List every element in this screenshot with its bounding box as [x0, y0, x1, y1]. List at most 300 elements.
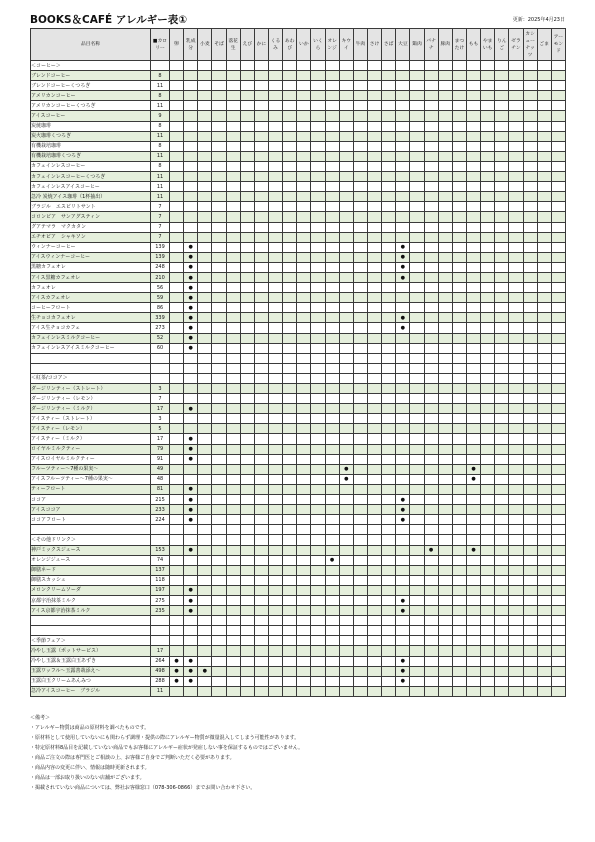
allergen-cell [509, 424, 523, 434]
allergen-cell [367, 182, 381, 192]
empty-cell [481, 525, 495, 535]
allergen-cell [523, 91, 537, 101]
allergen-mark: ● [339, 474, 353, 484]
allergen-cell [438, 656, 452, 666]
allergen-cell [226, 686, 240, 696]
allergen-cell [509, 595, 523, 605]
allergen-cell [212, 565, 226, 575]
note-line: ・アレルギー物質は商品の原材料を調べたものです。 [30, 725, 150, 731]
allergen-cell [452, 212, 466, 222]
allergen-cell [466, 444, 480, 454]
allergen-cell [523, 151, 537, 161]
allergen-cell [367, 545, 381, 555]
empty-cell [254, 616, 268, 626]
table-row [31, 666, 566, 676]
empty-cell [151, 626, 170, 636]
allergen-cell [481, 141, 495, 151]
allergen-cell [481, 222, 495, 232]
allergen-cell [523, 454, 537, 464]
allergen-cell [198, 606, 212, 616]
allergen-cell [481, 131, 495, 141]
section-header-row [31, 61, 566, 71]
allergen-cell [495, 575, 509, 585]
empty-cell [151, 363, 170, 373]
allergen-cell [551, 222, 565, 232]
allergen-cell [170, 585, 184, 595]
allergen-cell [240, 394, 254, 404]
allergen-cell [495, 262, 509, 272]
empty-cell [212, 363, 226, 373]
allergen-cell [226, 222, 240, 232]
allergen-cell [382, 565, 396, 575]
allergen-mark: ● [170, 676, 184, 686]
allergen-cell [410, 434, 424, 444]
allergen-cell [353, 505, 367, 515]
item-name: 玉露ワッフル～玉露善哉添え～ [31, 666, 151, 676]
item-kcal: 210 [151, 272, 170, 282]
allergen-cell [254, 141, 268, 151]
allergen-cell [212, 444, 226, 454]
allergen-cell [523, 495, 537, 505]
allergen-cell [551, 141, 565, 151]
allergen-cell [254, 545, 268, 555]
empty-cell [452, 61, 466, 71]
table-row [31, 545, 566, 555]
section-title: ＜紅茶/ココア＞ [31, 373, 151, 383]
allergen-mark: ● [184, 303, 198, 313]
table-row [31, 444, 566, 454]
empty-cell [382, 525, 396, 535]
item-name: ウィンナーコーヒー [31, 242, 151, 252]
allergen-cell [438, 232, 452, 242]
empty-cell [339, 61, 353, 71]
allergen-cell [367, 676, 381, 686]
allergen-cell [339, 222, 353, 232]
allergen-cell [466, 71, 480, 81]
allergen-cell [268, 141, 282, 151]
allergen-cell [495, 384, 509, 394]
allergen-cell [438, 202, 452, 212]
column-header-allergen: カシューナッツ [523, 29, 537, 61]
allergen-cell [452, 676, 466, 686]
allergen-cell [537, 91, 551, 101]
allergen-cell [311, 555, 325, 565]
table-row [31, 424, 566, 434]
allergen-cell [537, 192, 551, 202]
allergen-cell [240, 242, 254, 252]
empty-cell [466, 636, 480, 646]
empty-cell [367, 61, 381, 71]
allergen-cell [438, 646, 452, 656]
allergen-cell [268, 474, 282, 484]
allergen-cell [452, 313, 466, 323]
allergen-cell [481, 71, 495, 81]
allergen-cell [495, 172, 509, 182]
empty-cell [353, 535, 367, 545]
allergen-cell [438, 81, 452, 91]
table-row [31, 192, 566, 202]
allergen-cell [367, 252, 381, 262]
empty-cell [537, 373, 551, 383]
allergen-cell [353, 495, 367, 505]
allergen-mark: ● [184, 656, 198, 666]
allergen-cell [481, 414, 495, 424]
allergen-mark: ● [184, 313, 198, 323]
allergen-cell [240, 313, 254, 323]
allergen-cell [311, 101, 325, 111]
allergen-cell [240, 414, 254, 424]
allergen-cell [481, 333, 495, 343]
allergen-cell [311, 545, 325, 555]
allergen-cell [438, 172, 452, 182]
allergen-cell [212, 232, 226, 242]
allergen-cell [382, 161, 396, 171]
allergen-cell [466, 141, 480, 151]
empty-cell [170, 353, 184, 363]
allergen-cell [170, 686, 184, 696]
allergen-cell [325, 484, 339, 494]
allergen-cell [438, 212, 452, 222]
empty-cell [297, 626, 311, 636]
allergen-cell [438, 192, 452, 202]
allergen-cell [551, 495, 565, 505]
table-row [31, 131, 566, 141]
allergen-cell [509, 404, 523, 414]
allergen-cell [537, 242, 551, 252]
allergen-cell [438, 585, 452, 595]
allergen-cell [254, 161, 268, 171]
allergen-cell [254, 252, 268, 262]
empty-cell [509, 373, 523, 383]
allergen-cell [495, 666, 509, 676]
allergen-cell [452, 454, 466, 464]
allergen-cell [268, 343, 282, 353]
column-header-allergen: もも [466, 29, 480, 61]
allergen-cell [254, 172, 268, 182]
allergen-cell [424, 212, 438, 222]
allergen-cell [466, 414, 480, 424]
allergen-cell [339, 595, 353, 605]
allergen-cell [353, 646, 367, 656]
allergen-cell [424, 333, 438, 343]
allergen-cell [396, 545, 410, 555]
allergen-cell [268, 161, 282, 171]
allergen-cell [382, 323, 396, 333]
empty-cell [151, 373, 170, 383]
allergen-cell [198, 141, 212, 151]
column-header-kcal: ■カロリー [151, 29, 170, 61]
allergen-cell [240, 303, 254, 313]
allergen-cell [509, 656, 523, 666]
empty-cell [509, 535, 523, 545]
allergen-cell [396, 131, 410, 141]
empty-cell [495, 525, 509, 535]
allergen-cell [367, 646, 381, 656]
allergen-cell [311, 262, 325, 272]
allergen-cell [481, 434, 495, 444]
allergen-cell [367, 656, 381, 666]
allergen-cell [509, 333, 523, 343]
allergen-cell [452, 131, 466, 141]
allergen-cell [438, 595, 452, 605]
allergen-mark: ● [396, 656, 410, 666]
allergen-cell [410, 656, 424, 666]
allergen-cell [410, 474, 424, 484]
allergen-cell [495, 222, 509, 232]
allergen-cell [509, 101, 523, 111]
allergen-cell [452, 484, 466, 494]
allergen-cell [184, 101, 198, 111]
empty-cell [466, 61, 480, 71]
allergen-cell [410, 232, 424, 242]
empty-cell [339, 626, 353, 636]
allergen-cell [184, 161, 198, 171]
allergen-cell [537, 101, 551, 111]
item-name: カフェインレスミルクコーヒー [31, 333, 151, 343]
empty-cell [551, 363, 565, 373]
allergen-cell [268, 71, 282, 81]
allergen-cell [226, 585, 240, 595]
item-kcal: 81 [151, 484, 170, 494]
allergen-cell [283, 646, 297, 656]
allergen-cell [495, 182, 509, 192]
item-kcal: 233 [151, 505, 170, 515]
allergen-cell [297, 293, 311, 303]
allergen-cell [495, 676, 509, 686]
allergen-cell [283, 444, 297, 454]
allergen-cell [283, 464, 297, 474]
empty-cell [495, 636, 509, 646]
allergen-cell [495, 343, 509, 353]
allergen-cell [212, 111, 226, 121]
allergen-cell [382, 646, 396, 656]
empty-cell [268, 61, 282, 71]
allergen-cell [551, 394, 565, 404]
allergen-cell [325, 676, 339, 686]
allergen-cell [424, 424, 438, 434]
allergen-cell [297, 434, 311, 444]
allergen-cell [297, 333, 311, 343]
allergen-cell [240, 545, 254, 555]
allergen-cell [268, 404, 282, 414]
empty-cell [170, 363, 184, 373]
allergen-cell [537, 232, 551, 242]
allergen-cell [509, 606, 523, 616]
allergen-cell [198, 121, 212, 131]
allergen-cell [297, 515, 311, 525]
allergen-cell [452, 172, 466, 182]
allergen-cell [466, 424, 480, 434]
allergen-cell [481, 565, 495, 575]
allergen-cell [509, 414, 523, 424]
allergen-cell [311, 222, 325, 232]
empty-cell [297, 535, 311, 545]
allergen-cell [523, 81, 537, 91]
item-name: アメリカンコーヒーくつろぎ [31, 101, 151, 111]
allergen-cell [283, 202, 297, 212]
notes-heading: ＜備考＞ [30, 715, 51, 721]
allergen-cell [325, 646, 339, 656]
empty-cell [297, 363, 311, 373]
allergen-cell [311, 212, 325, 222]
allergen-cell [268, 293, 282, 303]
allergen-cell [382, 545, 396, 555]
allergen-cell [410, 464, 424, 474]
allergen-cell [367, 262, 381, 272]
empty-cell [254, 373, 268, 383]
empty-cell [396, 626, 410, 636]
allergen-cell [424, 585, 438, 595]
allergen-cell [240, 101, 254, 111]
column-header-allergen: りんご [495, 29, 509, 61]
allergen-cell [523, 515, 537, 525]
allergen-cell [268, 454, 282, 464]
allergen-cell [382, 515, 396, 525]
allergen-cell [170, 515, 184, 525]
allergen-cell [551, 91, 565, 101]
allergen-cell [311, 394, 325, 404]
item-kcal: 11 [151, 151, 170, 161]
allergen-cell [198, 81, 212, 91]
allergen-cell [396, 404, 410, 414]
item-kcal: 11 [151, 81, 170, 91]
empty-cell [396, 535, 410, 545]
allergen-cell [551, 343, 565, 353]
allergen-cell [523, 656, 537, 666]
table-row [31, 454, 566, 464]
allergen-cell [396, 474, 410, 484]
allergen-cell [396, 686, 410, 696]
allergen-cell [410, 293, 424, 303]
allergen-cell [495, 323, 509, 333]
table-row [31, 323, 566, 333]
allergen-cell [551, 666, 565, 676]
allergen-cell [339, 676, 353, 686]
allergen-cell [452, 161, 466, 171]
allergen-cell [311, 384, 325, 394]
allergen-cell [551, 121, 565, 131]
allergen-cell [268, 121, 282, 131]
allergen-cell [382, 505, 396, 515]
empty-cell [367, 525, 381, 535]
allergen-cell [509, 646, 523, 656]
allergen-cell [424, 464, 438, 474]
allergen-cell [240, 81, 254, 91]
allergen-cell [339, 161, 353, 171]
allergen-cell [396, 161, 410, 171]
allergen-cell [339, 303, 353, 313]
allergen-cell [311, 232, 325, 242]
allergen-cell [283, 252, 297, 262]
allergen-cell [325, 424, 339, 434]
allergen-cell [523, 606, 537, 616]
empty-cell [551, 616, 565, 626]
allergen-cell [523, 444, 537, 454]
allergen-cell [198, 333, 212, 343]
allergen-cell [283, 161, 297, 171]
allergen-cell [537, 555, 551, 565]
table-row [31, 343, 566, 353]
allergen-cell [509, 111, 523, 121]
allergen-cell [268, 555, 282, 565]
empty-cell [495, 373, 509, 383]
allergen-cell [170, 474, 184, 484]
empty-cell [311, 636, 325, 646]
allergen-cell [424, 242, 438, 252]
allergen-cell [452, 323, 466, 333]
allergen-cell [410, 454, 424, 464]
item-kcal: 9 [151, 111, 170, 121]
allergen-cell [198, 252, 212, 262]
empty-cell [466, 535, 480, 545]
table-row [31, 283, 566, 293]
allergen-cell [226, 71, 240, 81]
allergen-cell [551, 474, 565, 484]
allergen-cell [339, 202, 353, 212]
allergen-cell [198, 313, 212, 323]
allergen-cell [424, 323, 438, 333]
allergen-cell [240, 585, 254, 595]
allergen-cell [396, 414, 410, 424]
allergen-cell [537, 646, 551, 656]
allergen-cell [537, 303, 551, 313]
allergen-cell [297, 81, 311, 91]
allergen-cell [339, 192, 353, 202]
allergen-cell [212, 262, 226, 272]
allergen-cell [452, 434, 466, 444]
allergen-cell [184, 192, 198, 202]
allergen-cell [382, 394, 396, 404]
allergen-cell [240, 272, 254, 282]
allergen-cell [268, 384, 282, 394]
allergen-cell [551, 646, 565, 656]
allergen-cell [509, 283, 523, 293]
item-name: ブレンドコーヒーくつろぎ [31, 81, 151, 91]
allergen-cell [240, 606, 254, 616]
allergen-cell [339, 565, 353, 575]
allergen-cell [438, 262, 452, 272]
allergen-cell [240, 343, 254, 353]
allergen-cell [353, 161, 367, 171]
allergen-cell [495, 444, 509, 454]
allergen-cell [537, 585, 551, 595]
allergen-cell [325, 333, 339, 343]
allergen-cell [283, 666, 297, 676]
allergen-cell [353, 343, 367, 353]
item-name: ダージリンティー（レモン） [31, 394, 151, 404]
allergen-cell [396, 575, 410, 585]
table-row [31, 434, 566, 444]
allergen-cell [452, 666, 466, 676]
allergen-cell [523, 686, 537, 696]
item-name: ロイヤルミルクティー [31, 444, 151, 454]
allergen-cell [424, 101, 438, 111]
allergen-cell [537, 394, 551, 404]
allergen-cell [283, 151, 297, 161]
allergen-cell [367, 81, 381, 91]
allergen-cell [198, 394, 212, 404]
empty-cell [226, 363, 240, 373]
allergen-cell [297, 495, 311, 505]
allergen-cell [382, 232, 396, 242]
column-header-allergen: ごま [537, 29, 551, 61]
allergen-cell [268, 595, 282, 605]
allergen-cell [339, 172, 353, 182]
allergen-cell [212, 161, 226, 171]
allergen-cell [382, 71, 396, 81]
allergen-cell [495, 333, 509, 343]
table-row [31, 414, 566, 424]
